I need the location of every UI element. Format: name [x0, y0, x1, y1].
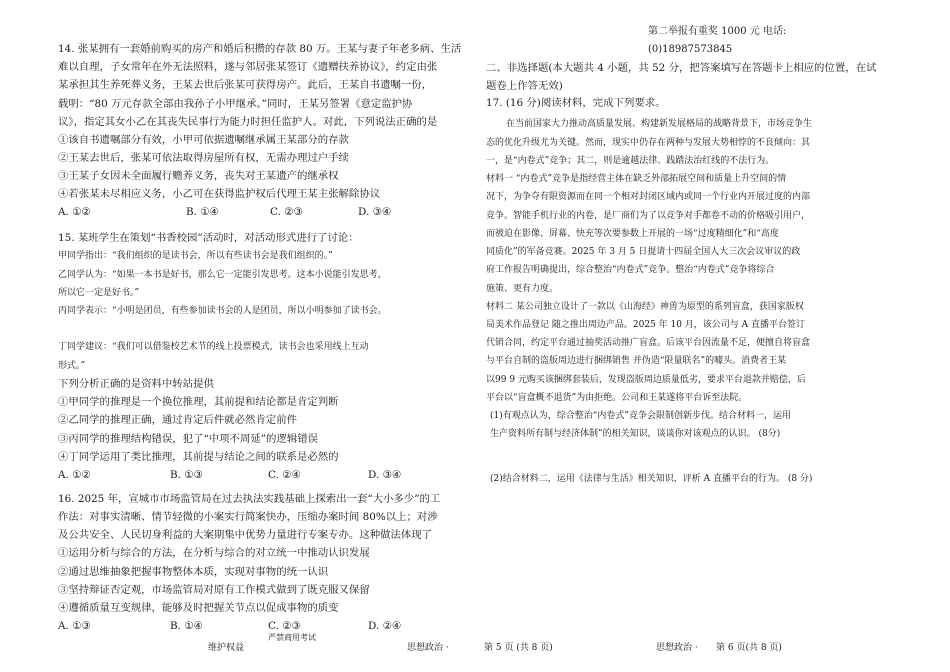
material2-line: 以99 9 元购买该捆绑套装后，发现盗版周边质量低劣，要求平台退款并赔偿，后 — [486, 375, 806, 385]
material1-line: 府工作报告明确提出，综合整治“内卷式”竞争。整治“内卷式”竞争将综合 — [486, 265, 775, 275]
page-number-left: 第 5 页 (共 8 页) — [484, 643, 553, 653]
q15-option-a[interactable]: A. ①② — [58, 469, 91, 481]
q17-intro-line: 态的优化升级尤为关键。然而，现实中仍存在两种与发展大势相悖的不良倾向：其 — [486, 138, 811, 148]
q14-line: 14. 张某拥有一套婚前购买的房产和婚后积攒的存款 80 万。王某与妻子年老多病、生活 — [58, 43, 462, 55]
q14-line: 议》，指定其女小乙在其丧失民事行为能力时担任监护人。对此，下列说法正确的是 — [58, 116, 438, 128]
footer-subject-right: 思想政治 · — [656, 643, 698, 653]
q15-line: ②乙同学的推理正确，通过肯定后件就必然肯定前件 — [58, 414, 297, 426]
q15-line: 甲同学指出：“我们组织的是读书会，所以有些读书会是我们组织的。” — [58, 251, 333, 261]
material2-line: 代销合同，约定平台通过抽奖活动推广盲盒。后该平台因流量不足，便擅自将盲盒 — [486, 338, 811, 348]
footer-subject-left: 思想政治 · — [407, 643, 449, 653]
q15-line: 丙同学表示：“小明是团员，有些参加读书会的人是团员，所以小明参加了读书会。 — [58, 306, 387, 316]
q14-line: 某承担其生养死葬义务，王某去世后张某可获得房产。此后，王某自书遗嘱一份， — [58, 79, 433, 91]
q16-option-c[interactable]: C. ②③ — [268, 620, 301, 632]
material2-line: 材料二 某公司独立设计了一款以《山海经》神兽为原型的系列盲盒，获国家版权 — [486, 302, 804, 312]
report-phone: (0)18987573845 — [648, 44, 733, 55]
q15-line: ③丙同学的推理结构错误，犯了“中项不周延”的逻辑错误 — [58, 433, 318, 445]
q15-option-d[interactable]: D. ③④ — [368, 469, 402, 481]
q14-line: 载明：“80 万元存款全部由我孙子小甲继承。”同时，王某另签署《意定监护协 — [58, 98, 413, 110]
q16-options — [58, 620, 458, 632]
q15-line: ①甲同学的推理是一个换位推理，其前提和结论都是肯定判断 — [58, 396, 339, 408]
q15-line: 下列分析正确的是资料中转站提供 — [58, 378, 214, 390]
q16-line: ④遵循质量互变规律，能够及时把握关节点以促成事物的质变 — [58, 602, 339, 614]
page-number-right: 第 6 页(共 8 页) — [716, 643, 782, 653]
q14-option-b[interactable]: B. ①④ — [186, 206, 219, 218]
q14-line: ①该自书遗嘱部分有效，小甲可依据遗嘱继承属王某部分的存款 — [58, 134, 349, 146]
watermark-left-text: 维护权益 — [208, 643, 245, 653]
material1-line: 施策、更有力度。 — [486, 284, 559, 294]
q16-option-d[interactable]: D. ②④ — [368, 620, 402, 632]
q16-option-a[interactable]: A. ①③ — [58, 620, 91, 632]
q15-option-c[interactable]: C. ②④ — [268, 469, 301, 481]
q15-line: 15. 某班学生在策划“书香校园”活动时，对活动形式进行了讨论： — [58, 232, 359, 244]
section-heading: 二、非选择题(本大题共 4 小题，共 52 分，把答案填写在答题卡上相应的位置，在试 — [486, 62, 877, 74]
q14-options — [58, 206, 458, 218]
q16-line: ②通过思维抽象把握事物整体本质，实现对事物的统一认识 — [58, 566, 329, 578]
material2-line: 局美术作品登记 随之推出周边产品。2025 年 10 月，该公司与 A 直播平台签订 — [486, 320, 806, 330]
q15-line: ④丁同学运用了类比推理，其前提与结论之间的联系是必然的 — [58, 451, 339, 463]
q17-intro-line: 在当前国家大力推动高质量发展、构建新发展格局的战略背景下，市场竞争生 — [506, 119, 813, 129]
sub-question-2: (2)结合材料二，运用《法律与生活》相关知识，评析 A 直播平台的行为。 (8 分) — [490, 474, 813, 484]
q17-title: 17. (16 分)阅读材料，完成下列要求。 — [486, 97, 666, 109]
q14-line: ②王某去世后，张某可依法取得房屋所有权，无需办理过户手续 — [58, 152, 349, 164]
sub-question-1-cont: 生产资料所有制与经济体制”的相关知识，谈谈你对该观点的认识。 (8分) — [490, 429, 781, 439]
q14-option-d[interactable]: D. ③④ — [358, 206, 392, 218]
section-heading-cont: 题卷上作答无效) — [486, 80, 563, 92]
material1-line: 同质化”的军备竞赛。2025 年 3 月 5 日提请十四届全国人大三次会议审议的政 — [486, 247, 801, 257]
q16-line: ③坚持辩证否定观，市场监管局对原有工作模式做到了既克服又保留 — [58, 584, 370, 596]
q16-line: 作法：对事实清晰、情节轻微的小案实行简案快办，压缩办案时间 80%以上；对涉 — [58, 511, 438, 523]
q14-line: 难以自理，子女常年在外无法照料，遂与邻居张某签订《遗赠扶养协议》，约定由张 — [58, 61, 438, 73]
q14-option-a[interactable]: A. ①② — [58, 206, 91, 218]
q15-line: 所以它一定是好书。” — [58, 288, 140, 298]
q15-line: 丁同学建议：“我们可以借鉴校艺术节的线上投票模式，读书会也采用线上互动 — [58, 342, 369, 352]
q14-line: ③王某子女因未全面履行赡养义务，丧失对王某遗产的继承权 — [58, 170, 339, 182]
q14-line: ④若张某未尽相应义务，小乙可在获得监护权后代理王某主张解除协议 — [58, 188, 381, 200]
watermark-center-text: 严禁商用考试 — [268, 633, 316, 642]
report-hotline: 第二举报有重奖 1000 元 电话: — [648, 26, 787, 37]
q15-line: 形式。” — [58, 361, 86, 371]
material2-line: 平台以“盲盒概不退货”为由拒绝。公司和王某遂将平台诉至法院。 — [486, 393, 748, 403]
material1-line: 况下，为争夺有限资源而在同一个相对封闭区域内或同一个行业内开展过度的内部 — [486, 192, 811, 202]
q14-option-c[interactable]: C. ②③ — [270, 206, 303, 218]
q15-options — [58, 469, 458, 481]
material1-line: 而被迫在影像、屏幕、快充等次要参数上开展的一场“过度精细化”和“高度 — [486, 229, 779, 239]
q15-option-b[interactable]: B. ①③ — [170, 469, 203, 481]
sub-question-1: (1)有观点认为，综合整治“内卷式”竞争会限制创新步伐。结合材料一，运用 — [490, 411, 791, 421]
material1-line: 材料一 “内卷式”竞争是指经营主体在缺乏外部拓展空间和质量上升空间的情 — [486, 174, 787, 184]
q16-line: 及公共安全、人民切身利益的大案期集中优势力量进行专案专办。这种做法体现了 — [58, 529, 433, 541]
material1-line: 竞争。智能手机行业的内卷，是厂商们为了以竞争对手都卷不动的价格吸引用户， — [486, 211, 811, 221]
q16-option-b[interactable]: B. ①④ — [170, 620, 203, 632]
q16-line: ①运用分析与综合的方法，在分析与综合的对立统一中推动认识发展 — [58, 547, 370, 559]
material2-line: 与平台自制的盗版周边进行捆绑销售 并伪造“限量联名”的噱头。消费者王某 — [486, 356, 787, 366]
q15-line: 乙同学认为：“如果一本书是好书，那么它一定能引发思考。这本小说能引发思考， — [58, 270, 387, 280]
q16-line: 16. 2025 年，宣城市市场监管局在过去执法实践基础上探索出一套“大小多少”的工 — [58, 493, 441, 505]
q17-intro-line: 一，是“内卷式”竞争；其二，则是逾越法律、践踏法治红线的不法行为。 — [486, 156, 775, 166]
